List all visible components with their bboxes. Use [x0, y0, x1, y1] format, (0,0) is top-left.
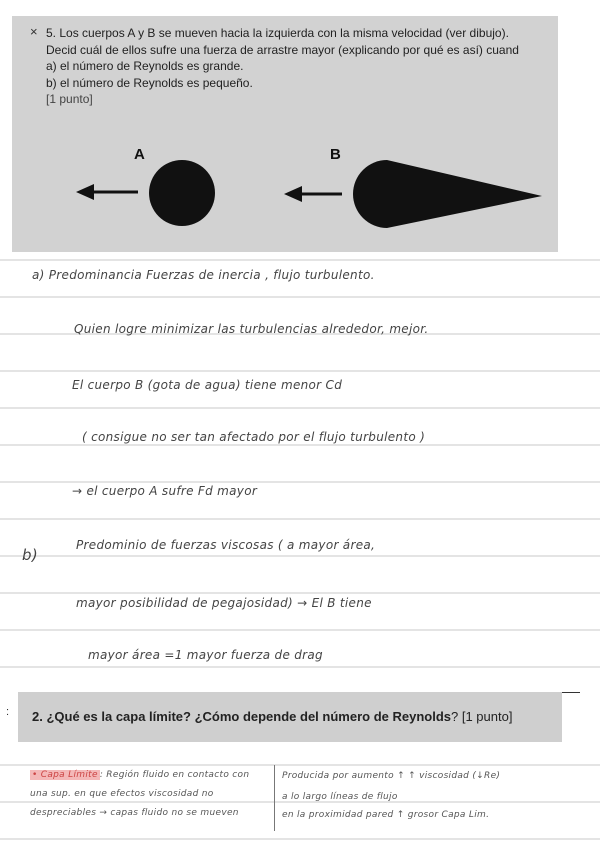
capa-limite-highlight: • Capa Límite	[32, 770, 98, 780]
question-5-line-2: Decid cuál de ellos sufre una fuerza de arrastre mayor (explicando por qué es así) cuand	[46, 42, 519, 57]
sphere-body-a	[149, 160, 215, 226]
answer-a-line-2: Quien logre minimizar las turbulencias alrededor, mejor.	[74, 322, 429, 336]
question-2-marker: :	[6, 706, 10, 718]
answer-b-line-1: Predominio de fuerzas viscosas ( a mayor área,	[76, 538, 376, 552]
question-2-text	[32, 709, 512, 724]
answer-2-left-line-1	[30, 770, 249, 780]
answer-a-line-1: a) Predominancia Fuerzas de inercia , flujo turbulento.	[32, 268, 375, 282]
answer-2-column-divider	[274, 765, 275, 831]
answer-b-line-3: mayor área =1 mayor fuerza de drag	[88, 648, 323, 662]
teardrop-body-b	[353, 160, 542, 228]
arrow-left-a-icon	[76, 184, 138, 200]
margin-dash	[562, 692, 580, 693]
question-2-text-start: 2. ¿Qué es la capa límite? ¿Cómo depende	[32, 709, 301, 724]
question-2-image	[18, 692, 562, 742]
question-5-image	[12, 16, 558, 252]
body-a-label: A	[134, 146, 145, 163]
answer-a-line-5: → el cuerpo A sufre Fd mayor	[72, 484, 258, 498]
answer-b-line-2: mayor posibilidad de pegajosidad) → El B tiene	[76, 596, 372, 610]
answer-a-line-3: El cuerpo B (gota de agua) tiene menor Cd	[72, 378, 343, 392]
answer-2-left-line-2: una sup. en que efectos viscosidad no	[30, 789, 214, 799]
question-5-line-1: 5. Los cuerpos A y B se mueven hacia la izquierda con la misma velocidad (ver dibujo).	[46, 26, 509, 40]
answer-a-line-4: ( consigue no ser tan afectado por el flujo turbulento )	[82, 430, 426, 444]
body-b-label: B	[330, 146, 341, 163]
drag-bodies-figure	[12, 16, 558, 252]
answer-2-right-line-3: en la proximidad pared ↑ grosor Capa Lim.	[282, 810, 490, 820]
answer-b-label: b)	[22, 546, 38, 564]
answer-2-left-line-1-text: : Región fluido en contacto con	[99, 770, 250, 780]
question-5-part-a: a) el número de Reynolds es grande.	[46, 59, 244, 73]
answer-2-right-line-2: a lo largo líneas de flujo	[282, 792, 398, 802]
question-5-points: [1 punto]	[46, 92, 93, 106]
answer-2-left-line-3: despreciables → capas fluido no se mueven	[30, 808, 239, 818]
cross-mark-icon: ×	[30, 24, 38, 39]
question-5-part-b: b) el número de Reynolds es pequeño.	[46, 75, 253, 90]
question-2-text-bold: del número de Reynolds	[300, 709, 451, 724]
answer-2-right-line-1: Producida por aumento ↑ ↑ viscosidad (↓Re)	[282, 771, 501, 781]
arrow-left-b-icon	[284, 186, 342, 202]
question-2-text-end: ? [1 punto]	[451, 709, 513, 724]
